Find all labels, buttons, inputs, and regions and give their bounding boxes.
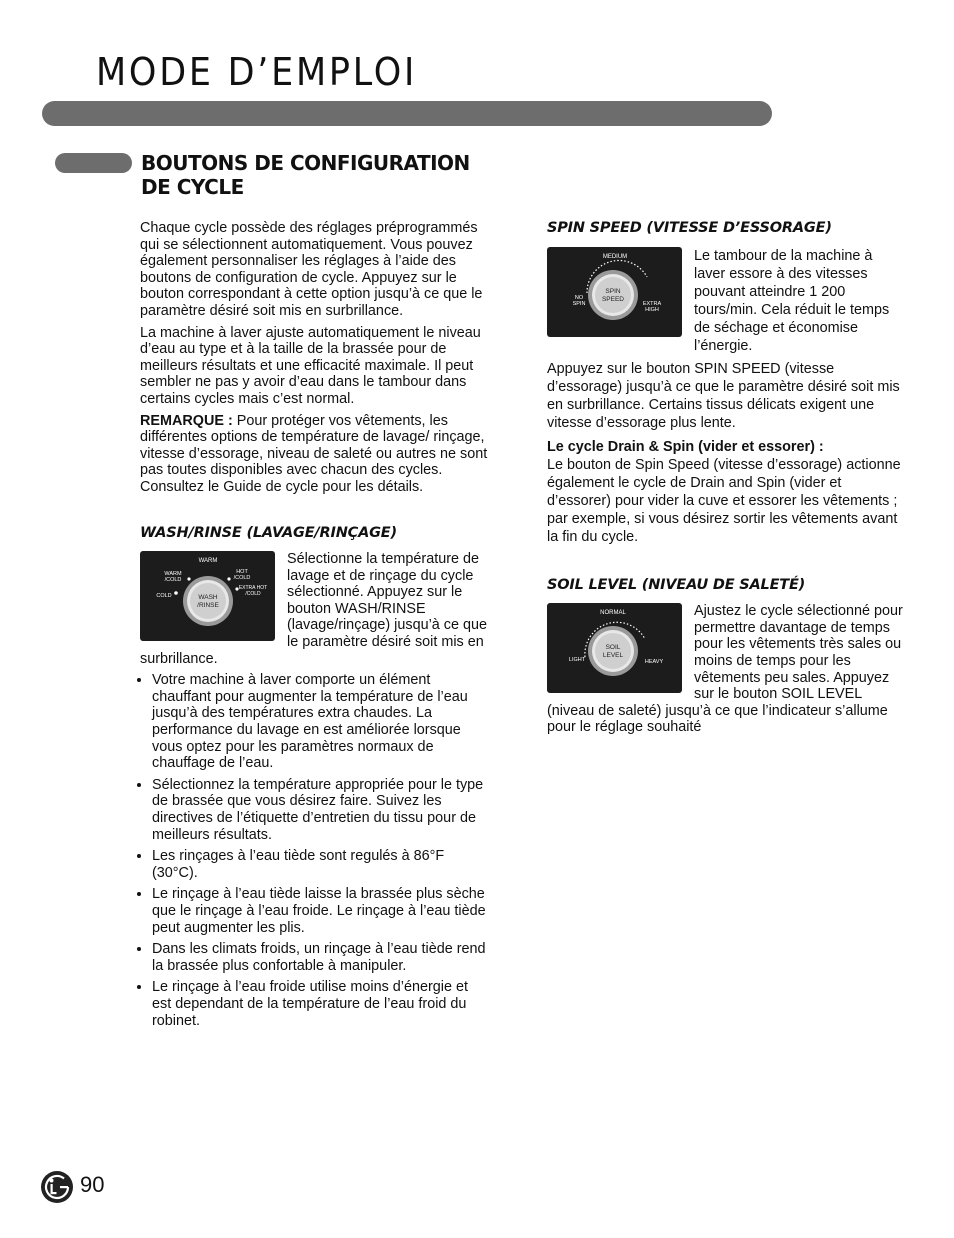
spin-speed-dial-icon (547, 247, 682, 337)
list-item: • Votre machine à laver comporte un élément chauffant pour augmenter la température de l’eau jusqu’à des températures extra chaudes. La performance du lavage en est améliorée lorsque vous optez pour les paramètres normaux de chauffage de l’eau. (152, 672, 488, 772)
spin-speed-text: Le tambour de la machine à laver essore à des vitesses pouvant atteindre 1 200 tours/min. Cela réduit le temps de séchage et économise l’énergie. (694, 247, 890, 354)
spin-speed-text-2: Appuyez sur le bouton SPIN SPEED (vitesse d’essorage) jusqu’à ce que le paramètre désiré soit mis en surbrillance. Certains tissus délicats exigent une vitesse d’essorage plus lente. (547, 360, 900, 431)
wash-label-top: WARM (198, 558, 218, 565)
wash-rinse-heading: WASH/RINSE (LAVAGE/RINÇAGE) (140, 524, 397, 541)
list-item: • Le rinçage à l’eau tiède laisse la brassée plus sèche que le rinçage à l’eau froide. Le rinçage à l’eau tiède peut augmenter les plis. (152, 886, 488, 936)
wash-rinse-dial-icon (140, 551, 275, 641)
intro-paragraph-2: La machine à laver ajuste automatiquement le niveau d’eau au type et à la taille de la brassée pour de meilleurs résultats et une efficacité maximale. Il peut sembler ne pas y avoir d’eau dans le tambour dans certains cycles mais c’est normal. (140, 324, 481, 407)
soil-level-panel (547, 603, 682, 693)
soil-level-dial-icon (547, 603, 682, 693)
wash-label-left-top: WARM /COLD (164, 571, 182, 584)
wash-button-label-2: /RINSE (197, 602, 219, 610)
spin-speed-heading: SPIN SPEED (VITESSE D’ESSORAGE) (547, 220, 832, 236)
left-column (140, 220, 488, 1034)
note-label: REMARQUE : (140, 412, 233, 429)
soil-level-heading: SOIL LEVEL (NIVEAU DE SALETÉ) (547, 576, 806, 593)
soil-label-right: HEAVY (644, 659, 664, 666)
wash-rinse-text: Sélectionne la température de lavage et de rinçage du cycle sélectionné. Appuyez sur le bouton WASH/RINSE (lavage/rinçage) jusqu’à ce que le paramètre désiré soit mis en surbrillance. (140, 551, 487, 667)
wash-rinse-bullets (140, 672, 488, 1029)
spin-label-top: MEDIUM (602, 253, 628, 260)
right-column (547, 220, 903, 741)
list-item: • Sélectionnez la température appropriée pour le type de brassée que vous désirez faire. Suivez les directives de l’étiquette d’entretien du tissu pour de meilleurs résultats. (152, 777, 488, 843)
page-number: 90 (80, 1172, 105, 1197)
spin-speed-panel (547, 247, 682, 337)
wash-button-label-1: WASH (198, 594, 218, 602)
soil-button-label-1: SOIL (605, 644, 621, 652)
note-paragraph (140, 413, 488, 496)
wash-label-left: COLD (156, 593, 172, 600)
drain-spin-label: Le cycle Drain & Spin (vider et essorer) : (547, 438, 824, 455)
note-text: Pour protéger vos vêtements, les différentes options de température de lavage/ rinçage, vitesse d’essorage, niveau de saleté ou autres ne sont pas toutes disponibles avec chacun des cycles. Consultez le Guide de cycle pour les détails. (140, 412, 488, 495)
wash-rinse-panel (140, 551, 275, 641)
soil-level-text: Ajustez le cycle sélectionné pour permettre davantage de temps pour les vêtements très sales ou moins de temps pour les vêtements peu sales. Appuyez sur le bouton SOIL LEVEL (niveau de saleté) jusqu’à ce que l’indicateur s’allume pour le réglage souhaité (547, 603, 903, 736)
drain-spin-text: Le bouton de Spin Speed (vitesse d’essorage) actionne également le cycle de Drain and Spin (vider et d’essorer) pour vider la cuve et essorer les vêtements ; par exemple, si vous désirez sortir les vêtements avant la fin du cycle. (547, 456, 901, 545)
spin-button-label-2: SPEED (601, 295, 625, 303)
list-item: • Les rinçages à l’eau tiède sont regulés à 86°F (30°C). (152, 848, 488, 881)
lg-logo-icon (40, 1170, 74, 1204)
spin-button-label-1: SPIN (605, 287, 621, 295)
page-title: MODE D’EMPLOI (96, 50, 418, 94)
drain-spin-paragraph (547, 438, 903, 546)
wash-label-right: EXTRA HOT /COLD (238, 585, 268, 598)
wash-label-right-top: HOT /COLD (233, 569, 251, 582)
spin-label-left: NO SPIN (572, 294, 586, 307)
soil-label-left: LIGHT (568, 657, 586, 664)
spin-label-right: EXTRA HIGH (642, 300, 662, 313)
list-item: • Le rinçage à l’eau froide utilise moins d’énergie et est dependant de la température de l’eau froid du robinet. (152, 979, 488, 1029)
section-title: BOUTONS DE CONFIGURATION DE CYCLE (141, 151, 470, 199)
soil-label-top: NORMAL (600, 610, 626, 617)
list-item: • Dans les climats froids, un rinçage à l’eau tiède rend la brassée plus confortable à manipuler. (152, 941, 488, 974)
section-pill (55, 153, 132, 173)
intro-paragraph-1: Chaque cycle possède des réglages préprogrammés qui se sélectionnent automatiquement. Vous pouvez également personnaliser les réglages à l’aide des boutons de configuration de cycle. Appuyez sur le bouton correspondant à cette option jusqu’à ce que le paramètre désiré soit mis en surbrillance. (140, 220, 483, 319)
soil-button-label-2: LEVEL (602, 652, 624, 660)
title-bar (42, 101, 772, 126)
